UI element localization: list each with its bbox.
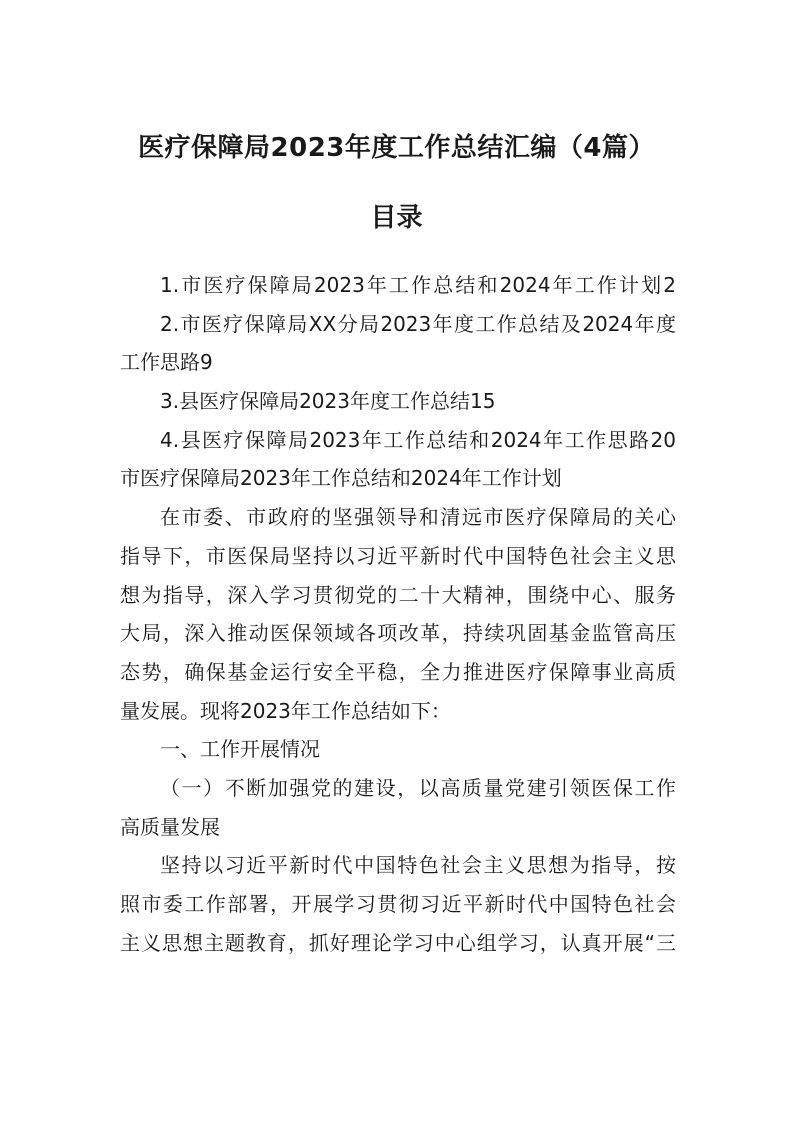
text-line: 在市委、市政府的坚强领导和清远市医疗保障局的关心	[160, 505, 676, 530]
text-line: （一）不断加强党的建设，以高质量党建引领医保工作	[160, 775, 676, 800]
text-line: 高质量发展	[120, 814, 220, 839]
toc-heading: 目录	[370, 203, 423, 233]
text-line: 2.市医疗保障局XX分局2023年度工作总结及2024年度	[160, 311, 676, 336]
text-line: 4.县医疗保障局2023年工作总结和2024年工作思路20	[160, 427, 676, 452]
text-line: 态势，确保基金运行安全平稳，全力推进医疗保障事业高质	[120, 659, 676, 684]
text-line: 一、工作开展情况	[160, 737, 320, 762]
text-line: 主义思想主题教育，抓好理论学习中心组学习，认真开展“三	[120, 930, 676, 955]
text-line: 量发展。现将2023年工作总结如下：	[120, 698, 451, 723]
text-line: 工作思路9	[120, 350, 213, 375]
document-title: 医疗保障局2023年度工作总结汇编（4篇）	[138, 133, 655, 163]
text-line: 大局，深入推动医保领域各项改革，持续巩固基金监管高压	[120, 621, 676, 646]
text-line: 市医疗保障局2023年工作总结和2024年工作计划	[120, 466, 562, 491]
text-line: 想为指导，深入学习贯彻党的二十大精神，围绕中心、服务	[120, 582, 676, 607]
document-body	[120, 266, 676, 962]
text-line: 指导下，市医保局坚持以习近平新时代中国特色社会主义思	[120, 543, 676, 568]
text-line: 坚持以习近平新时代中国特色社会主义思想为指导，按	[160, 853, 676, 878]
text-line: 照市委工作部署，开展学习贯彻习近平新时代中国特色社会	[120, 892, 676, 916]
text-line: 1.市医疗保障局2023年工作总结和2024年工作计划2	[160, 273, 676, 297]
text-line: 3.县医疗保障局2023年度工作总结15	[160, 389, 496, 414]
